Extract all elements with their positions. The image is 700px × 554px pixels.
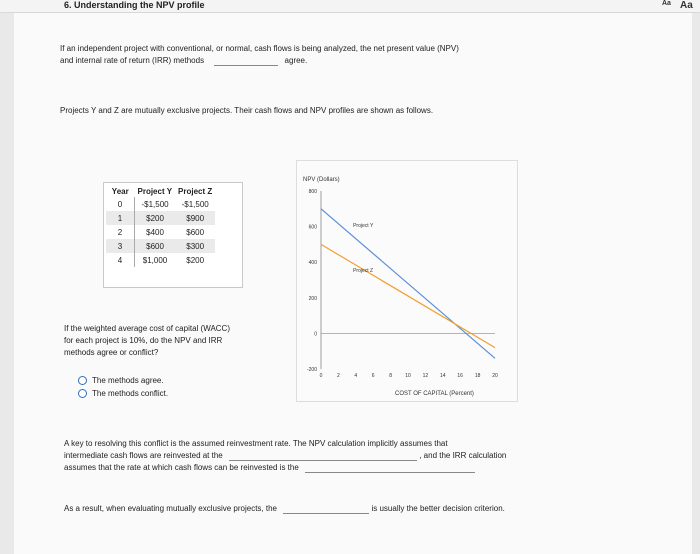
table-cell: 1	[106, 211, 135, 225]
top-bar	[0, 0, 700, 13]
table-row	[106, 239, 215, 253]
series-label-project-y: Project Y	[353, 223, 374, 230]
chart-axes	[321, 191, 495, 369]
chart-ticks	[307, 189, 498, 379]
option-conflict-label: The methods conflict.	[92, 389, 169, 398]
table-cell: $200	[135, 211, 176, 225]
font-size-increase-button[interactable]: Aa	[680, 0, 693, 11]
result-part2: is usually the better decision criterion.	[371, 504, 505, 513]
q1-line2-end: agree.	[284, 56, 308, 65]
x-tick-label: 18	[474, 373, 481, 379]
question-title: 6. Understanding the NPV profile	[64, 0, 205, 10]
table-cell: $600	[135, 239, 176, 253]
q1-line2-text: and internal rate of return (IRR) methods	[60, 56, 205, 65]
result-line	[64, 503, 505, 514]
x-tick-label: 0	[319, 373, 323, 379]
key-line2a: intermediate cash flows are reinvested at the	[64, 451, 223, 460]
table-cell: $900	[175, 211, 215, 225]
better-criterion-dropdown[interactable]	[283, 505, 369, 514]
table-cell: 2	[106, 225, 135, 239]
table-row	[106, 225, 215, 239]
option-conflict[interactable]	[78, 389, 168, 398]
table-row	[106, 211, 215, 225]
font-size-decrease-button[interactable]: Aa	[662, 0, 671, 7]
result-part1: As a result, when evaluating mutually exclusive projects, the	[64, 504, 277, 513]
option-agree[interactable]	[78, 376, 164, 385]
table-cell: 3	[106, 239, 135, 253]
reinvestment-rate-irr-dropdown[interactable]	[305, 464, 475, 473]
series-label-project-z: Project Z	[353, 267, 374, 274]
x-tick-label: 8	[389, 373, 392, 379]
table-row	[106, 253, 215, 267]
x-tick-label: 14	[440, 373, 446, 379]
table-cell: $300	[175, 239, 215, 253]
col-header-project-z: Project Z	[178, 187, 213, 196]
key-line1: A key to resolving this conflict is the assumed reinvestment rate. The NPV calculation implicitly assumes that	[64, 439, 448, 448]
x-tick-label: 4	[354, 373, 358, 379]
table-row	[106, 197, 215, 211]
question-panel	[14, 13, 692, 554]
col-header-year: Year	[111, 187, 129, 196]
y-tick-label: -200	[306, 367, 317, 373]
y-tick-label: 800	[308, 189, 317, 195]
npv-profile-chart	[296, 160, 518, 402]
table-cell: $200	[186, 255, 205, 265]
x-tick-label: 16	[457, 373, 463, 379]
x-tick-label: 10	[405, 373, 411, 379]
table-cell: $600	[186, 227, 205, 237]
cash-flow-table	[106, 186, 216, 267]
series-line-project-z	[321, 244, 495, 347]
x-tick-label: 20	[492, 373, 498, 379]
intro-text: Projects Y and Z are mutually exclusive projects. Their cash flows and NPV profiles are shown as follows.	[60, 106, 434, 115]
key-line2b: , and the IRR calculation	[419, 451, 507, 460]
reinvestment-rate-npv-dropdown[interactable]	[229, 452, 417, 461]
wacc-q-line2: for each project is 10%, do the NPV and IRR	[64, 336, 223, 345]
x-tick-label: 6	[371, 373, 375, 379]
chart-x-label: COST OF CAPITAL (Percent)	[395, 391, 474, 397]
wacc-q-line3: methods agree or conflict?	[64, 348, 159, 357]
y-tick-label: 600	[308, 224, 317, 231]
x-tick-label: 12	[422, 373, 429, 379]
chart-y-label: NPV (Dollars)	[303, 177, 340, 183]
table-cell: 4	[106, 253, 135, 267]
q1-answer-dropdown[interactable]	[214, 57, 278, 66]
chart-series-labels	[353, 223, 374, 274]
y-tick-label: 400	[308, 260, 317, 267]
table-cell: -$1,500	[141, 199, 169, 209]
option-agree-label: The methods agree.	[92, 376, 164, 385]
x-tick-label: 2	[337, 373, 340, 379]
chart-series	[321, 209, 495, 359]
y-tick-label: 200	[308, 295, 317, 302]
q1-line2	[60, 55, 307, 66]
key-line3-text: assumes that the rate at which cash flows can be reinvested is the	[64, 463, 299, 472]
wacc-q-line1: If the weighted average cost of capital (WACC)	[64, 324, 230, 333]
table-cell: $400	[146, 227, 164, 237]
q1-line1: If an independent project with conventional, or normal, cash flows is being analyzed, the net present value (NPV)	[60, 44, 459, 53]
series-line-project-y	[321, 209, 495, 359]
radio-icon[interactable]	[78, 376, 87, 385]
radio-icon[interactable]	[78, 389, 87, 398]
key-line2	[64, 450, 506, 461]
key-line3	[64, 462, 475, 473]
col-header-project-y: Project Y	[137, 187, 173, 196]
table-cell: -$1,500	[181, 199, 209, 209]
y-tick-label: 0	[314, 331, 317, 338]
table-cell: 0	[106, 197, 135, 211]
table-cell: $1,000	[142, 255, 168, 265]
